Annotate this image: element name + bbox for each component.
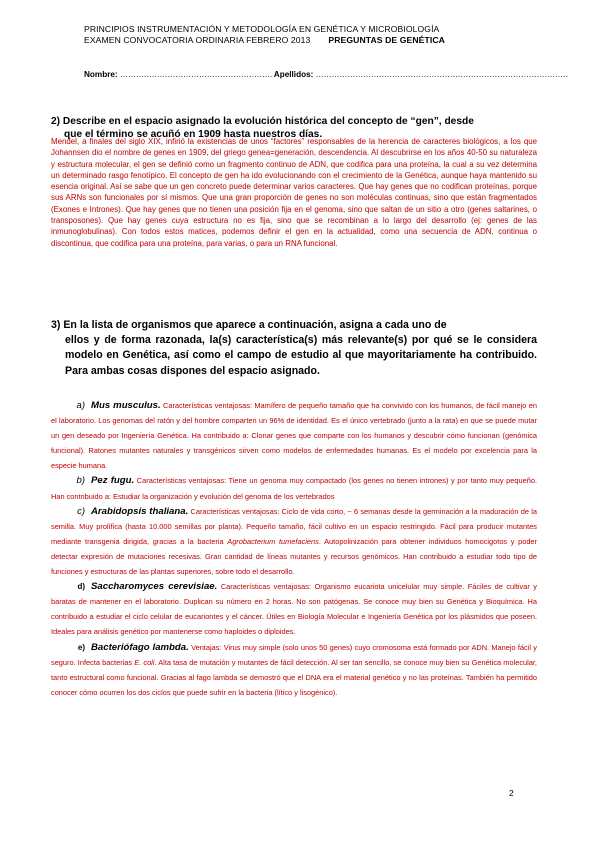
organism-letter: b) (76, 475, 85, 487)
apellidos-blank: …………………………………………………………………………………… (315, 70, 569, 79)
organism-description: Características ventajosas: Tiene un genoma muy compactado (los genes no tienen intrones) y por tanto muy pequeño. Han contribuido a: Estudiar la organización y evolución del genoma de los vertebrados (51, 476, 538, 501)
bacteria-name: E. coli (134, 657, 155, 667)
header-exam-label: EXAMEN CONVOCATORIA ORDINARIA FEBRERO 2013 (84, 35, 311, 45)
question-3 (51, 318, 537, 379)
organism-item-e (51, 640, 537, 700)
organism-item-a (51, 398, 537, 473)
question-3-line-1: 3) En la lista de organismos que aparece a continuación, asigna a cada uno de (51, 319, 447, 331)
nombre-label: Nombre: (84, 70, 118, 79)
apellidos-label: Apellidos: (273, 70, 314, 79)
organism-species: Arabidopsis thaliana. (91, 505, 189, 517)
question-3-text: ellos y de forma razonada, la(s) característica(s) más relevante(s) por qué se le considera modelo en Genética, así como el campo de estudio al que mayoritariamente ha contribuido. Para ambas cosas dispones del espacio asignado. (65, 334, 537, 377)
bacteria-name: Agrobacterium tumefaciens (227, 536, 319, 546)
organism-letter: e) (77, 642, 85, 652)
nombre-blank: …………………………………………………. (119, 70, 272, 79)
description-part: Características ventajosas: Ciclo de vida corto, ~ 6 semanas desde la germinación a la maduración de la semilla. Muy prolífica (hasta 10.000 semillas por planta). Pequeño tamaño, fácil cultivo en un espacio restringido. Fácil para producir mutantes mediante transgenia dirigida, gracias a la bacteria (51, 506, 537, 546)
document-header (84, 24, 445, 46)
name-field-line (84, 70, 568, 79)
description-part: Ventajas: Virus muy simple (solo unos 50 genes) cuyo cromosoma está formado por ADN. Manejo fácil y seguro. Infecta bacterias (51, 642, 537, 667)
header-section-title: PREGUNTAS DE GENÉTICA (328, 35, 445, 45)
organism-description: Características ventajosas: Organismo eucariota unicelular muy simple. Fáciles de cultivar y baratas de mantener en el laboratorio. Duplican su número en 2 horas. No son patógenas. Se conoce muy bien su Genética y Bioquímica. Ha contribuido a estudiar el ciclo celular de eucariontes y el cáncer. Útiles en Biología Molecular e Ingeniería Genética por los plásmidos que poseen. Ideales para análisis genético por mantenerse como haploides o diploides. (51, 582, 537, 637)
organism-list (51, 398, 537, 700)
organism-species: Pez fugu. (91, 475, 135, 487)
organism-description (51, 507, 537, 576)
organism-letter: d) (77, 582, 85, 592)
organism-species: Saccharomyces cerevisiae. (91, 581, 218, 593)
organism-item-c (51, 504, 537, 579)
question-2-line-2: que el término se acuñó en 1909 hasta nuestros días. (64, 128, 323, 140)
page-number: 2 (509, 788, 514, 798)
organism-item-b (51, 473, 537, 503)
header-line-2 (84, 35, 445, 46)
organism-item-d (51, 579, 537, 639)
question-2-answer: Mendel, a finales del siglo XIX, infirió la existencias de unos “factores” responsables de la herencia de caracteres biológicos, a los que Johannsen dio el nombre de genes en 1909, del griego genea=generación, descendencia. Al descubrirse en los años 40-50 su naturaleza y estructura molecular, el gen se definió como un fragmento continuo de ADN, que codifica para una proteína, la cual a su vez determina un determinado rasgo fenotípico. El concepto de gen ha ido evolucionando con el crecimiento de la Genética, aunque haya mantenido su esencia original. Así se sabe que un gen concreto puede determinar varios caracteres. Que hay genes que no codifican proteínas, porque sus ARNs son funcionales por sí mismos. Que una gran proporción de genes no son moléculas continuas, sino que están fragmentados (Exones e Intrones). Que hay genes que no tienen una posición fija en el genoma, sino que saltan de un sitio a otro (genes saltarines, o transposones). Que hay genes cuya estructura no es fija, sino que se recombinan a lo largo del desarrollo (ej: genes de las inmunoglobulinas). Con todos estos matices, podemos definir el gen en la actualidad, como una secuencia de ADN, continua o discontinua, que codifica para una proteína, para varias, o para un RNA funcional. (51, 137, 537, 248)
organism-letter: a) (76, 400, 85, 411)
organism-species: Mus musculus. (91, 400, 161, 411)
organism-letter: c) (77, 505, 85, 517)
header-line-1: PRINCIPIOS INSTRUMENTACIÓN Y METODOLOGÍA EN GENÉTICA Y MICROBIOLOGÍA (84, 24, 440, 34)
question-2-line-1: 2) Describe en el espacio asignado la evolución histórica del concepto de “gen”, desde (51, 116, 474, 127)
organism-description: Características ventajosas: Mamífero de pequeño tamaño que ha convivido con los humanos, de fácil manejo en el laboratorio. Los genomas del ratón y del hombre comparten un 96% de identidad. Es el único vertebrado (junto a la rata) en que se puede mutar un gen deseado por Ingeniería Genética. Ha contribuido a: Clonar genes que comparte con los humanos y descubrir cómo funcionan (genómica funcional). Ratones mutantes naturales y transgénicos sirven como modelos de enfermedades humanas. Es el modelo por excelencia para la especie humana. (51, 401, 537, 471)
description-part: . Autopolinización para obtener individuos homocigotos y poder detectar expresión de mutaciones recesivas. Gran cantidad de líneas mutantes y recursos genómicos. Han contribuido a estudiar todo tipo de funciones y estructuras de las plantas superiores, sobre todo el desarrollo. (51, 536, 538, 577)
description-part: . Alta tasa de mutación y mutantes de fácil detección. Al ser tan sencillo, se conoce muy bien su Genética molecular, tanto estructural como funcional. Gracias al fago lambda se demostró que el DNA era el material genético y no las proteínas. También ha permitido conocer cómo ocurren los dos ciclos que puede sufrir en la bacteria (lítico y lisogénico). (51, 657, 537, 697)
organism-species: Bacteriófago lambda. (91, 641, 189, 653)
